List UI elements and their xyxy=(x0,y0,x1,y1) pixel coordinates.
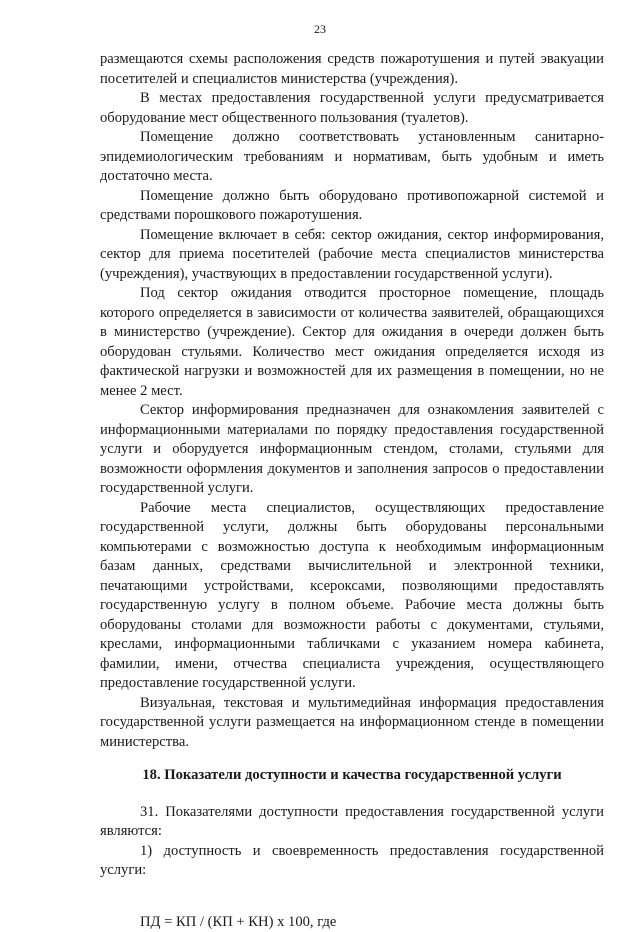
paragraph: В местах предоставления государственной услуги предусматривается оборудование мест общественного пользования (туалетов). xyxy=(100,89,604,128)
paragraph: Рабочие места специалистов, осуществляющих предоставление государственной услуги, должны быть оборудованы персональными компьютерами с возможностью доступа к необходимым информационным базам данных, средствами вычислительной и электронной техники, печатающими устройствами, ксероксами, позволяющими предоставлять государственную услугу в полном объеме. Рабочие места должны быть оборудованы столами для возможности работы с документами, стульями, креслами, информационными табличками с указанием номера кабинета, фамилии, имени, отчества специалиста учреждения, осуществляющего предоставление государственной услуги. xyxy=(100,499,604,694)
paragraph: 1) доступность и своевременность предоставления государственной услуги: xyxy=(100,842,604,881)
paragraph: Визуальная, текстовая и мультимедийная информация предоставления государственной услуги размещается на информационном стенде в помещении министерства. xyxy=(100,694,604,753)
formula: ПД = КП / (КП + КН) x 100, где xyxy=(100,913,604,932)
paragraph: Помещение должно соответствовать установленным санитарно-эпидемиологическим требованиям и нормативам, быть удобным и иметь достаточно места. xyxy=(100,128,604,187)
page-number: 23 xyxy=(0,22,640,37)
paragraph: Под сектор ожидания отводится просторное помещение, площадь которого определяется в зависимости от количества заявителей, обращающихся в министерство (учреждение). Сектор для ожидания в очереди должен быть оборудован стульями. Количество мест ожидания определяется исходя из фактической нагрузки и возможностей для их размещения в помещении, но не менее 2 мест. xyxy=(100,284,604,401)
paragraph: 31. Показателями доступности предоставления государственной услуги являются: xyxy=(100,803,604,842)
paragraph: размещаются схемы расположения средств пожаротушения и путей эвакуации посетителей и специалистов министерства (учреждения). xyxy=(100,50,604,89)
paragraph: Сектор информирования предназначен для ознакомления заявителей с информационными материалами по порядку предоставления государственной услуги и оборудуется информационным стендом, столами, стульями для возможности оформления документов и заполнения запросов о предоставлении государственной услуги. xyxy=(100,401,604,499)
paragraph: Помещение должно быть оборудовано противопожарной системой и средствами порошкового пожаротушения. xyxy=(100,187,604,226)
paragraph: Помещение включает в себя: сектор ожидания, сектор информирования, сектор для приема посетителей (рабочие места специалистов министерства (учреждения), участвующих в предоставлении государственной услуги). xyxy=(100,226,604,285)
document-body xyxy=(100,50,604,932)
section-heading: 18. Показатели доступности и качества государственной услуги xyxy=(100,766,604,786)
